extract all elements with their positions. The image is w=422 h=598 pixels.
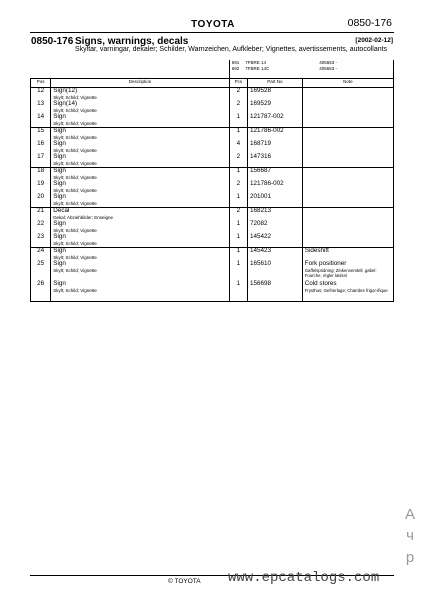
item-description-translations: Skylt; Schild; Vignette bbox=[53, 160, 97, 166]
side-watermark-char: ч bbox=[406, 527, 414, 544]
note-cell bbox=[302, 101, 393, 114]
note-cell bbox=[302, 234, 393, 248]
pcs-value: 2 bbox=[236, 87, 241, 94]
table-row bbox=[31, 248, 394, 262]
part-number: 165610 bbox=[249, 260, 271, 267]
pcs-cell bbox=[229, 88, 247, 102]
pos-cell bbox=[31, 261, 51, 281]
item-description: Sign bbox=[53, 167, 66, 174]
item-description-translations: Skylt; Schild; Vignette bbox=[53, 94, 97, 100]
table-row bbox=[31, 101, 394, 114]
item-description-translations: Skylt; Schild; Vignette bbox=[53, 267, 97, 273]
description-cell bbox=[51, 154, 229, 168]
note-cell bbox=[302, 141, 393, 154]
description-cell bbox=[51, 168, 229, 182]
item-note: Fork positioner bbox=[304, 260, 347, 267]
model-name: 7FBRE 14C bbox=[245, 65, 270, 71]
pcs-value: 2 bbox=[236, 180, 241, 187]
pcs-value: 2 bbox=[236, 100, 241, 107]
item-description-translations: Skylt; Schild; Vignette bbox=[53, 227, 97, 233]
pos-value: 24 bbox=[37, 247, 45, 254]
section-number: 0850-176 bbox=[31, 36, 74, 47]
pcs-value: 2 bbox=[236, 207, 241, 214]
note-cell bbox=[302, 261, 393, 281]
part-number: 156687 bbox=[249, 167, 271, 174]
pos-value: 17 bbox=[37, 153, 45, 160]
col-description: Description bbox=[51, 79, 229, 88]
item-description: Sign bbox=[53, 233, 66, 240]
pos-cell bbox=[31, 208, 51, 222]
part-number: 72082 bbox=[249, 220, 268, 227]
note-cell bbox=[302, 194, 393, 208]
pcs-cell bbox=[229, 128, 247, 142]
item-description-translations: Skylt; Schild; Vignette bbox=[53, 174, 97, 180]
description-cell bbox=[51, 281, 229, 301]
pcs-value: 1 bbox=[236, 127, 241, 134]
part-number: 145422 bbox=[249, 233, 271, 240]
item-description-translations: Skylt; Schild; Vignette bbox=[53, 200, 97, 206]
table-row bbox=[31, 234, 394, 248]
pos-value: 25 bbox=[37, 260, 45, 267]
part-number: 201001 bbox=[249, 193, 271, 200]
pos-cell bbox=[31, 128, 51, 142]
pcs-cell bbox=[229, 208, 247, 222]
pos-value: 26 bbox=[37, 280, 45, 287]
description-cell bbox=[51, 114, 229, 128]
pos-cell bbox=[31, 281, 51, 301]
pcs-value: 4 bbox=[236, 140, 241, 147]
description-cell bbox=[51, 194, 229, 208]
part-number-cell bbox=[247, 261, 302, 281]
pcs-value: 1 bbox=[236, 233, 241, 240]
part-number-cell bbox=[247, 88, 302, 102]
table-row bbox=[31, 168, 394, 182]
table-row bbox=[31, 208, 394, 222]
item-description: Decal bbox=[53, 207, 70, 214]
table-row bbox=[31, 114, 394, 128]
parts-table bbox=[30, 60, 394, 302]
item-description: Sign bbox=[53, 220, 66, 227]
table-row bbox=[31, 88, 394, 102]
model-serial: 405653 - bbox=[319, 60, 338, 65]
col-pcs: Pcs bbox=[229, 79, 247, 88]
item-description-translations: Skylt; Schild; Vignette bbox=[53, 147, 97, 153]
section-title: Signs, warnings, decals bbox=[75, 36, 189, 47]
item-description: Sign bbox=[53, 260, 66, 267]
part-number-cell bbox=[247, 248, 302, 262]
description-cell bbox=[51, 221, 229, 234]
model-name: 7FBRE 14 bbox=[245, 60, 266, 65]
pcs-cell bbox=[229, 281, 247, 301]
description-cell bbox=[51, 101, 229, 114]
model-row bbox=[31, 60, 394, 79]
note-cell bbox=[302, 248, 393, 262]
pcs-cell bbox=[229, 194, 247, 208]
pcs-cell bbox=[229, 261, 247, 281]
description-cell bbox=[51, 261, 229, 281]
item-description: Sign(12) bbox=[53, 87, 78, 94]
item-description-translations: Skylt; Schild; Vignette bbox=[53, 240, 97, 246]
header-brand: TOYOTA bbox=[191, 19, 235, 30]
item-description: Sign bbox=[53, 193, 66, 200]
item-description-translations: Skylt; Schild; Vignette bbox=[53, 254, 97, 260]
header-page-code: 0850-176 bbox=[347, 17, 392, 29]
description-cell bbox=[51, 141, 229, 154]
item-description: Sign bbox=[53, 113, 66, 120]
footer-copyright: © TOYOTA bbox=[168, 578, 201, 585]
description-cell bbox=[51, 234, 229, 248]
table-row bbox=[31, 181, 394, 194]
section-date: [2002-02-12] bbox=[355, 37, 393, 44]
part-number: 169529 bbox=[249, 100, 271, 107]
model-serial: 405653 - bbox=[319, 65, 338, 71]
item-description: Sign bbox=[53, 140, 66, 147]
pcs-cell bbox=[229, 154, 247, 168]
part-number-cell bbox=[247, 128, 302, 142]
table-row bbox=[31, 261, 394, 281]
item-description-translations: Skylt; Schild; Vignette bbox=[53, 287, 97, 293]
side-watermark-char: р bbox=[405, 549, 415, 566]
item-description-translations: Skylt; Schild; Vignette bbox=[53, 120, 97, 126]
part-number: 147316 bbox=[249, 153, 271, 160]
pcs-cell bbox=[229, 248, 247, 262]
col-note: Note bbox=[302, 79, 393, 88]
item-description: Sign bbox=[53, 127, 66, 134]
part-number-cell bbox=[247, 114, 302, 128]
col-part-no: Part No bbox=[247, 79, 302, 88]
item-description: Sign bbox=[53, 247, 66, 254]
part-number: 168719 bbox=[249, 140, 271, 147]
pos-cell bbox=[31, 88, 51, 102]
table-row bbox=[31, 221, 394, 234]
part-number: 145423 bbox=[249, 247, 271, 254]
pos-value: 15 bbox=[37, 127, 45, 134]
model-code: 692 bbox=[231, 65, 240, 71]
note-cell bbox=[302, 88, 393, 102]
pcs-value: 1 bbox=[236, 260, 241, 267]
part-number: 169528 bbox=[249, 87, 271, 94]
model-info bbox=[229, 60, 393, 79]
item-note-translations: Gaffelspridning; Zinkenverstell, gabel; Fourche, régler latéral bbox=[304, 267, 377, 278]
pcs-cell bbox=[229, 168, 247, 182]
item-description-translations: Skylt; Schild; Vignette bbox=[53, 107, 97, 113]
pcs-value: 2 bbox=[236, 153, 241, 160]
item-description: Sign bbox=[53, 180, 66, 187]
item-description-translations: Dekal; Abziehbilder; Enseigne bbox=[53, 214, 114, 220]
description-cell bbox=[51, 208, 229, 222]
pos-value: 12 bbox=[37, 87, 45, 94]
pos-cell bbox=[31, 234, 51, 248]
pos-cell bbox=[31, 114, 51, 128]
part-number-cell bbox=[247, 208, 302, 222]
note-cell bbox=[302, 128, 393, 142]
pos-cell bbox=[31, 154, 51, 168]
table-row bbox=[31, 281, 394, 301]
note-cell bbox=[302, 281, 393, 301]
item-note-translations: Frysthus; Gefrierlage; Chambre frigor-ifique bbox=[304, 287, 388, 293]
table-row bbox=[31, 154, 394, 168]
table-row bbox=[31, 128, 394, 142]
description-cell bbox=[51, 181, 229, 194]
part-number-cell bbox=[247, 281, 302, 301]
table-row bbox=[31, 141, 394, 154]
part-number-cell bbox=[247, 154, 302, 168]
part-number-cell bbox=[247, 234, 302, 248]
pcs-cell bbox=[229, 234, 247, 248]
note-cell bbox=[302, 221, 393, 234]
part-number-cell bbox=[247, 168, 302, 182]
pos-value: 19 bbox=[37, 180, 45, 187]
item-description-translations: Skylt; Schild; Vignette bbox=[53, 187, 97, 193]
pcs-value: 1 bbox=[236, 220, 241, 227]
item-description: Sign bbox=[53, 153, 66, 160]
pos-cell bbox=[31, 168, 51, 182]
header-rule bbox=[30, 32, 394, 33]
table-row bbox=[31, 194, 394, 208]
pcs-value: 1 bbox=[236, 193, 241, 200]
item-description: Sign bbox=[53, 280, 66, 287]
part-number-cell bbox=[247, 194, 302, 208]
pcs-value: 1 bbox=[236, 280, 241, 287]
part-number: 121786-002 bbox=[249, 127, 284, 134]
part-number: 156698 bbox=[249, 280, 271, 287]
item-description: Sign(14) bbox=[53, 100, 78, 107]
pos-value: 13 bbox=[37, 100, 45, 107]
pos-value: 23 bbox=[37, 233, 45, 240]
col-pos: Pos bbox=[31, 79, 51, 88]
pcs-value: 1 bbox=[236, 247, 241, 254]
pos-value: 20 bbox=[37, 193, 45, 200]
description-cell bbox=[51, 128, 229, 142]
note-cell bbox=[302, 154, 393, 168]
pos-value: 22 bbox=[37, 220, 45, 227]
description-cell bbox=[51, 88, 229, 102]
pos-cell bbox=[31, 248, 51, 262]
note-cell bbox=[302, 168, 393, 182]
part-number: 168213 bbox=[249, 207, 271, 214]
column-header-row bbox=[31, 79, 394, 88]
pos-value: 16 bbox=[37, 140, 45, 147]
description-cell bbox=[51, 248, 229, 262]
note-cell bbox=[302, 114, 393, 128]
part-number: 121786-002 bbox=[249, 180, 284, 187]
note-cell bbox=[302, 208, 393, 222]
pcs-value: 1 bbox=[236, 113, 241, 120]
pcs-value: 1 bbox=[236, 167, 241, 174]
model-code: 691 bbox=[231, 60, 240, 65]
pos-value: 18 bbox=[37, 167, 45, 174]
pos-value: 21 bbox=[37, 207, 45, 214]
pos-cell bbox=[31, 194, 51, 208]
part-number: 121787-002 bbox=[249, 113, 284, 120]
footer-watermark: www.epcatalogs.com bbox=[228, 570, 380, 586]
note-cell bbox=[302, 181, 393, 194]
item-note: Sideshift bbox=[304, 247, 329, 254]
pcs-cell bbox=[229, 114, 247, 128]
side-watermark-char: А bbox=[404, 506, 415, 523]
section-subtitle: Skyltar, varningar, dekaler; Schilder, Warnzeichen, Aufkleber; Vignettes, avertissements, autocollants bbox=[75, 46, 388, 53]
pos-value: 14 bbox=[37, 113, 45, 120]
item-note: Cold stores bbox=[304, 280, 337, 287]
item-description-translations: Skylt; Schild; Vignette bbox=[53, 134, 97, 140]
